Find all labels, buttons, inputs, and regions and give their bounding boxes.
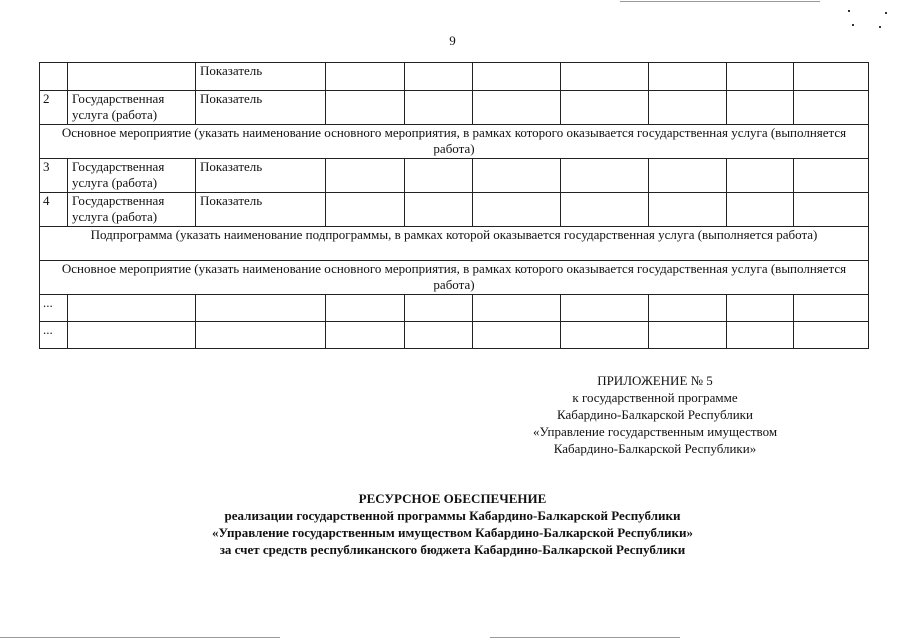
heading-line: за счет средств республиканского бюджета Кабардино-Балкарской Республики — [219, 542, 686, 557]
scan-edge-line — [0, 637, 280, 638]
row-number-cell: 3 — [40, 159, 68, 193]
scan-speck — [885, 12, 887, 14]
value-cell — [326, 159, 405, 193]
table-row — [40, 159, 869, 193]
service-name-cell — [68, 295, 196, 322]
appendix-title: ПРИЛОЖЕНИЕ № 5 — [597, 373, 713, 388]
service-name-cell — [68, 63, 196, 91]
value-cell — [326, 193, 405, 227]
appendix-line: к государственной программе — [572, 390, 738, 405]
value-cell — [473, 295, 561, 322]
service-name-cell: Государственная услуга (работа) — [68, 193, 196, 227]
heading-line: реализации государственной программы Кабардино-Балкарской Республики — [224, 508, 681, 523]
row-number-cell: 2 — [40, 91, 68, 125]
value-cell — [794, 193, 869, 227]
value-cell — [326, 295, 405, 322]
value-cell — [794, 91, 869, 125]
value-cell — [794, 159, 869, 193]
appendix-line: Кабардино-Балкарской Республики» — [553, 441, 757, 456]
value-cell — [649, 295, 727, 322]
value-cell — [727, 322, 794, 349]
table-row — [40, 63, 869, 91]
indicator-cell: Показатель — [196, 63, 326, 91]
section-heading — [0, 490, 905, 558]
value-cell — [473, 91, 561, 125]
value-cell — [794, 322, 869, 349]
value-cell — [727, 63, 794, 91]
appendix-block — [500, 372, 810, 457]
indicator-cell: Показатель — [196, 91, 326, 125]
heading-line: «Управление государственным имуществом Кабардино-Балкарской Республики» — [212, 525, 693, 540]
heading-title: РЕСУРСНОЕ ОБЕСПЕЧЕНИЕ — [358, 491, 547, 506]
value-cell — [326, 91, 405, 125]
row-number-cell: 4 — [40, 193, 68, 227]
value-cell — [561, 159, 649, 193]
value-cell — [727, 159, 794, 193]
indicators-table — [39, 62, 869, 349]
indicator-cell: Показатель — [196, 193, 326, 227]
value-cell — [649, 322, 727, 349]
indicator-cell — [196, 295, 326, 322]
value-cell — [727, 193, 794, 227]
value-cell — [794, 63, 869, 91]
value-cell — [561, 63, 649, 91]
value-cell — [405, 63, 473, 91]
service-name-cell — [68, 322, 196, 349]
value-cell — [561, 295, 649, 322]
service-name-cell: Государственная услуга (работа) — [68, 159, 196, 193]
table-row — [40, 322, 869, 349]
table-row — [40, 193, 869, 227]
value-cell — [727, 91, 794, 125]
value-cell — [473, 322, 561, 349]
scan-edge-line — [490, 637, 680, 638]
table-row — [40, 91, 869, 125]
scan-speck — [848, 10, 850, 12]
value-cell — [405, 193, 473, 227]
table-row-merged — [40, 125, 869, 159]
scan-speck — [852, 24, 854, 26]
value-cell — [405, 91, 473, 125]
value-cell — [473, 63, 561, 91]
value-cell — [794, 295, 869, 322]
table-row — [40, 295, 869, 322]
scan-speck — [879, 26, 881, 28]
value-cell — [649, 63, 727, 91]
service-name-cell: Государственная услуга (работа) — [68, 91, 196, 125]
value-cell — [405, 322, 473, 349]
table-row-merged — [40, 227, 869, 261]
value-cell — [405, 295, 473, 322]
main-activity-row: Основное мероприятие (указать наименование основного мероприятия, в рамках которого оказывается государственная услуга (выполняется работа) — [40, 261, 869, 295]
value-cell — [727, 295, 794, 322]
subprogram-row: Подпрограмма (указать наименование подпрограммы, в рамках которой оказывается государственная услуга (выполняется работа) — [40, 227, 869, 261]
indicator-cell: Показатель — [196, 159, 326, 193]
row-number-cell — [40, 63, 68, 91]
row-number-cell: ... — [40, 295, 68, 322]
value-cell — [561, 322, 649, 349]
value-cell — [405, 159, 473, 193]
indicator-cell — [196, 322, 326, 349]
table-row-merged — [40, 261, 869, 295]
value-cell — [649, 193, 727, 227]
scan-edge-line — [620, 1, 820, 2]
value-cell — [561, 193, 649, 227]
value-cell — [473, 159, 561, 193]
value-cell — [326, 63, 405, 91]
appendix-line: Кабардино-Балкарской Республики — [557, 407, 753, 422]
value-cell — [561, 91, 649, 125]
value-cell — [473, 193, 561, 227]
value-cell — [649, 91, 727, 125]
row-number-cell: ... — [40, 322, 68, 349]
main-activity-row: Основное мероприятие (указать наименование основного мероприятия, в рамках которого оказывается государственная услуга (выполняется работа) — [40, 125, 869, 159]
appendix-line: «Управление государственным имуществом — [532, 424, 778, 439]
value-cell — [649, 159, 727, 193]
value-cell — [326, 322, 405, 349]
page-number: 9 — [449, 33, 456, 48]
